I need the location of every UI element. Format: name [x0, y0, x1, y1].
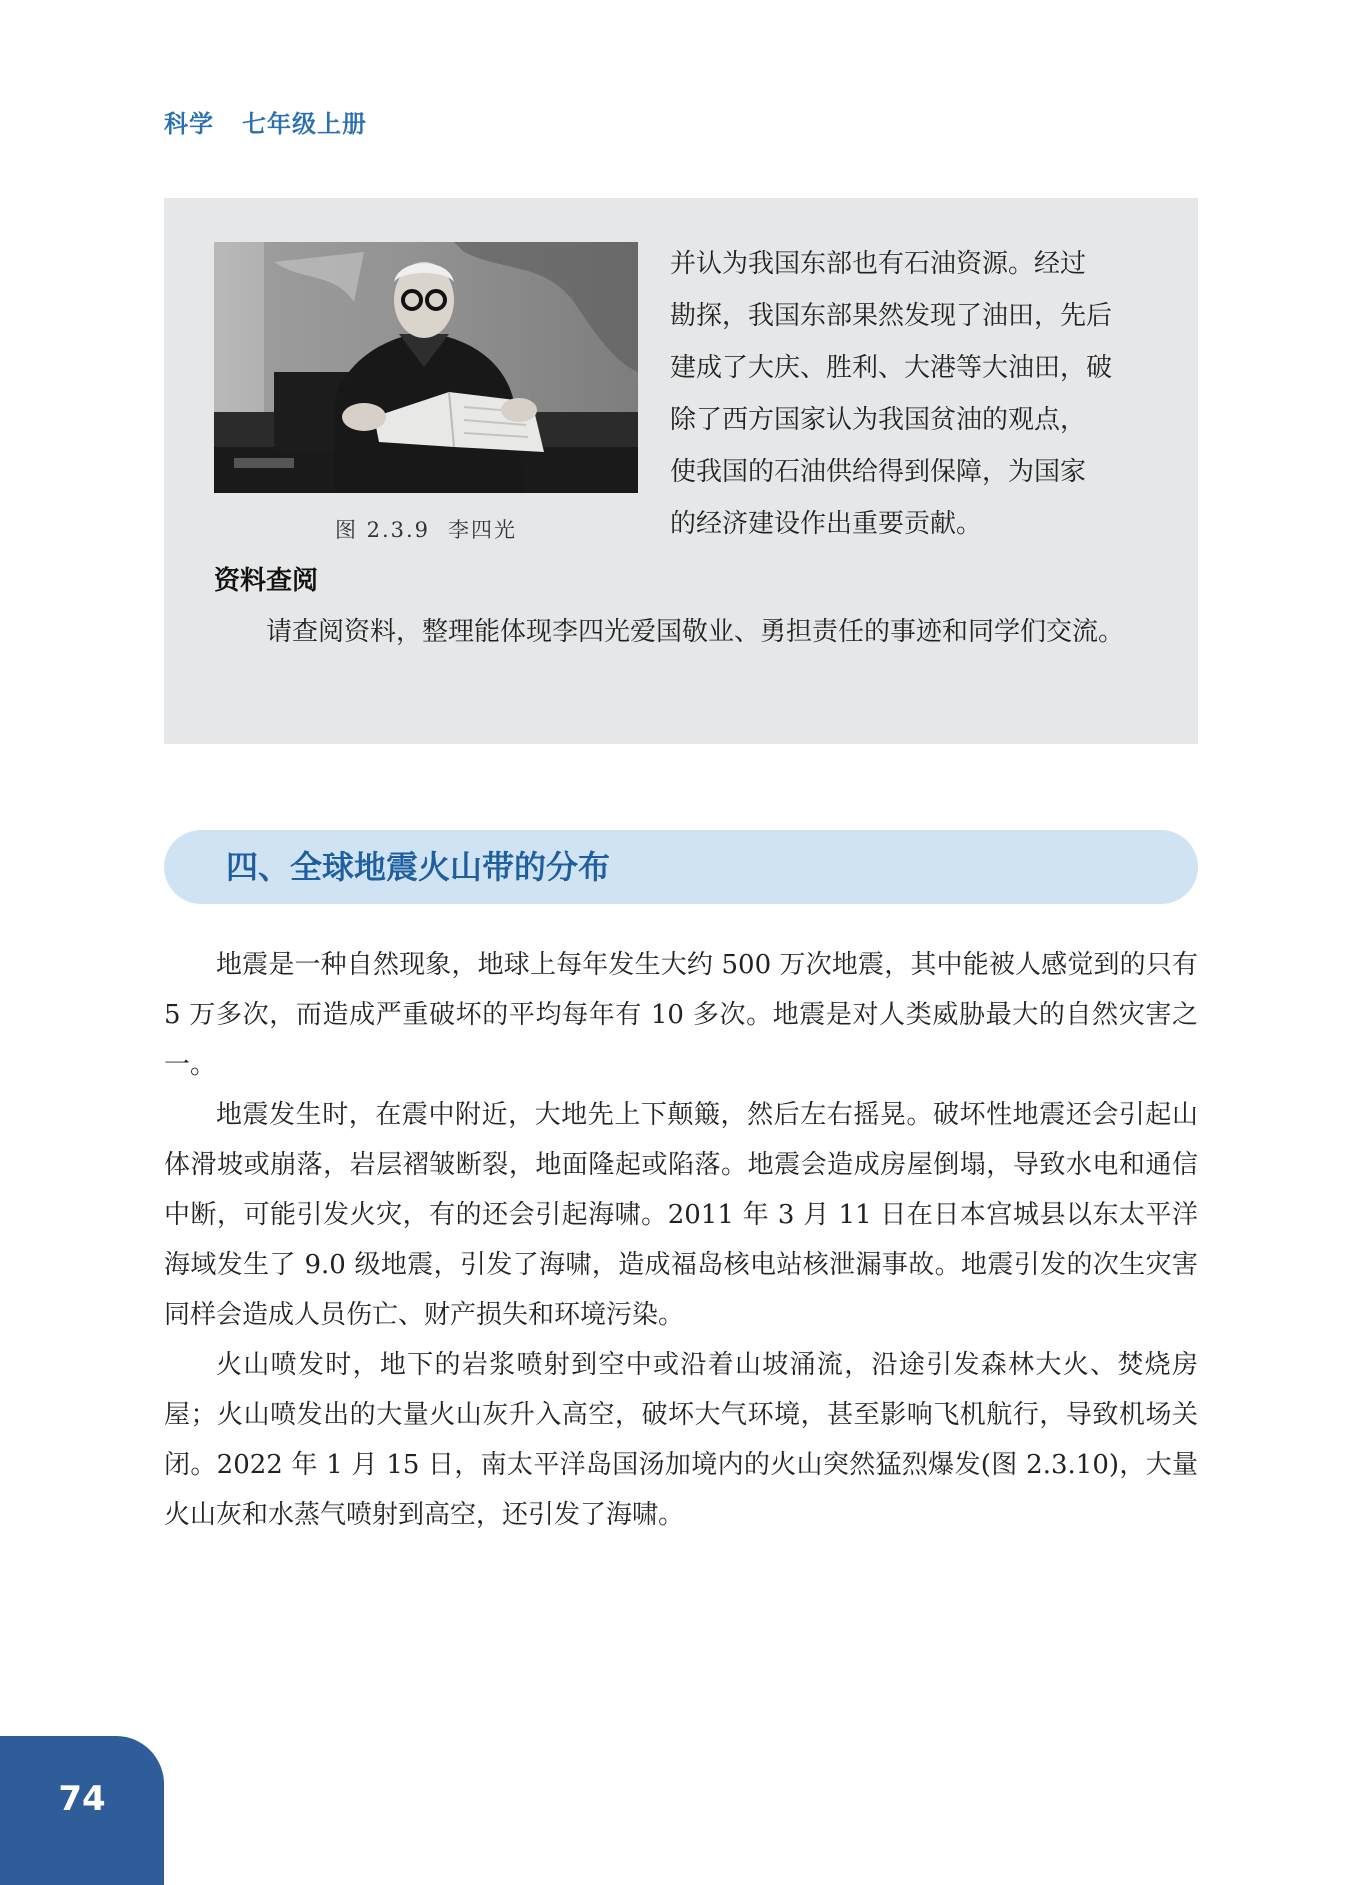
side-line: 勘探，我国东部果然发现了油田，先后: [670, 301, 1113, 331]
side-line: 使我国的石油供给得到保障，为国家: [670, 457, 1087, 487]
sub-text: 请查阅资料，整理能体现李四光爱国敬业、勇担责任的事迹和同学们交流。: [266, 617, 1125, 647]
body-text: [164, 940, 1198, 1540]
paragraph: 火山喷发时，地下的岩浆喷射到空中或沿着山坡涌流，沿途引发森林大火、焚烧房屋；火山喷发出的大量火山灰升入高空，破坏大气环境，甚至影响飞机航行，导致机场关闭。2022 年 1 月 15 日，南太平洋岛国汤加境内的火山突然猛烈爆发(图 2.3.10)，大量火山灰和水蒸气喷射到高空，还引发了海啸。: [164, 1350, 1198, 1530]
page-number: 74: [58, 1779, 106, 1819]
paragraph: 地震是一种自然现象，地球上每年发生大约 500 万次地震，其中能被人感觉到的只有 5 万多次，而造成严重破坏的平均每年有 10 多次。地震是对人类威胁最大的自然灾害之一。: [164, 950, 1198, 1080]
portrait-photo: [214, 242, 638, 493]
reading-box: [164, 198, 1198, 744]
sub-heading: 资料查阅: [214, 566, 319, 596]
portrait-illustration: [214, 242, 638, 493]
side-line: 并认为我国东部也有石油资源。经过: [670, 249, 1087, 279]
section-title: 四、全球地震火山带的分布: [226, 848, 611, 886]
paragraph: 地震发生时，在震中附近，大地先上下颠簸，然后左右摇晃。破坏性地震还会引起山体滑坡或崩落，岩层褶皱断裂，地面隆起或陷落。地震会造成房屋倒塌，导致水电和通信中断，可能引发火灾，有的还会引起海啸。2011 年 3 月 11 日在日本宫城县以东太平洋海域发生了 9.0 级地震，引发了海啸，造成福岛核电站核泄漏事故。地震引发的次生灾害同样会造成人员伤亡、财产损失和环境污染。: [164, 1100, 1198, 1330]
figure-caption: [214, 514, 638, 544]
side-line: 除了西方国家认为我国贫油的观点，: [670, 405, 1087, 435]
section-banner: [164, 830, 1198, 904]
header-subject: 科学: [164, 110, 214, 138]
header-grade: 七年级上册: [242, 110, 367, 138]
page-number-tab: [0, 1736, 164, 1885]
figure-number: 图 2.3.9: [334, 518, 431, 542]
side-line: 建成了大庆、胜利、大港等大油田，破: [670, 353, 1113, 383]
box-side-text: [670, 238, 1150, 550]
figure-name: 李四光: [448, 518, 518, 542]
running-header: [164, 104, 367, 139]
side-line: 的经济建设作出重要贡献。: [670, 509, 983, 539]
